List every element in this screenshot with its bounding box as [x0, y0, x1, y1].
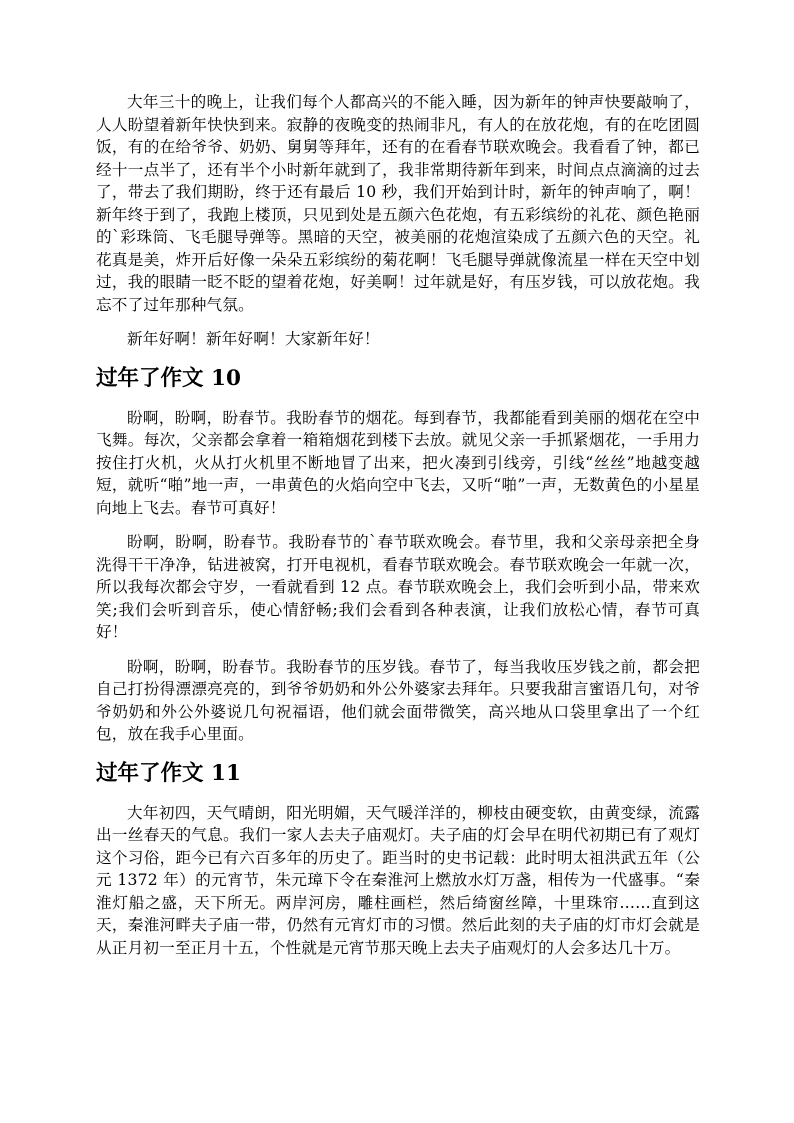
section-heading: 过年了作文 11 [96, 760, 241, 786]
paragraph: 新年好啊！新年好啊！大家新年好！ [127, 330, 380, 348]
paragraph: 盼啊，盼啊，盼春节。我盼春节的压岁钱。春节了，每当我收压岁钱之前，都会把自己打扮得漂漂亮亮的，到爷爷奶奶和外公外婆家去拜年。只要我甜言蜜语几句，对爷爷奶奶和外公外婆说几句祝福语，他们就会面带微笑，高兴地从口袋里拿出了一个红包，放在我手心里面。 [96, 657, 700, 743]
paragraph: 盼啊，盼啊，盼春节。我盼春节的烟花。每到春节，我都能看到美丽的烟花在空中飞舞。每次，父亲都会拿着一箱箱烟花到楼下去放。就见父亲一手抓紧烟花，一手用力按住打火机，火从打火机里不断地冒了出来，把火凑到引线旁，引线“丝丝”地越变越短，就听“啪”地一声，一串黄色的火焰向空中飞去，又听“啪”一声，无数黄色的小星星向地上飞去。春节可真好！ [96, 408, 700, 517]
paragraph: 大年三十的晚上，让我们每个人都高兴的不能入睡，因为新年的钟声快要敲响了，人人盼望着新年快快到来。寂静的夜晚变的热闹非凡，有人的在放花炮，有的在吃团圆饭，有的在给爷爷、奶奶、舅舅等拜年，还有的在看春节联欢晚会。我看看了钟，都已经十一点半了，还有半个小时新年就到了，我非常期待新年到来，时间点点滴滴的过去了，带去了我们期盼，终于还有最后 10 秒，我们开始到计时，新年的钟声响了，啊！新年终于到了，我跑上楼顶，只见到处是五颜六色花炮，有五彩缤纷的礼花、颜色艳丽的`彩珠筒、飞毛腿导弹等。黑暗的天空，被美丽的花炮渲染成了五颜六色的天空。礼花真是美，炸开后好像一朵朵五彩缤纷的菊花啊！飞毛腿导弹就像流星一样在天空中划过，我的眼睛一眨不眨的望着花炮，好美啊！过年就是好，有压岁钱，可以放花炮。我忘不了过年那种气氛。 [96, 93, 700, 314]
document-page [96, 91, 700, 959]
paragraph: 大年初四，天气晴朗，阳光明媚，天气暖洋洋的，柳枝由硬变软，由黄变绿，流露出一丝春天的气息。我们一家人去夫子庙观灯。夫子庙的灯会早在明代初期已有了观灯这个习俗，距今已有六百多年的历史了。距当时的史书记载：此时明太祖洪武五年（公元 1372 年）的元宵节，朱元璋下令在秦淮河上燃放水灯万盏，相传为一代盛事。“秦淮灯船之盛，天下所无。两岸河房，雕柱画栏，然后绮窗丝障，十里珠帘……直到这天，秦淮河畔夫子庙一带，仍然有元宵灯市的习惯。然后此刻的夫子庙的灯市灯会就是从正月初一至正月十五，个性就是元宵节那天晚上去夫子庙观灯的人会多达几十万。 [96, 803, 700, 957]
section-heading: 过年了作文 10 [96, 365, 241, 391]
paragraph: 盼啊，盼啊，盼春节。我盼春节的`春节联欢晚会。春节里，我和父亲母亲把全身洗得干干净净，钻进被窝，打开电视机，看春节联欢晚会。春节联欢晚会一年就一次，所以我每次都会守岁，一看就看到 12 点。春节联欢晚会上，我们会听到小品，带来欢笑;我们会听到音乐，使心情舒畅;我们会看到各种表演，让我们放松心情，春节可真好！ [96, 533, 700, 641]
